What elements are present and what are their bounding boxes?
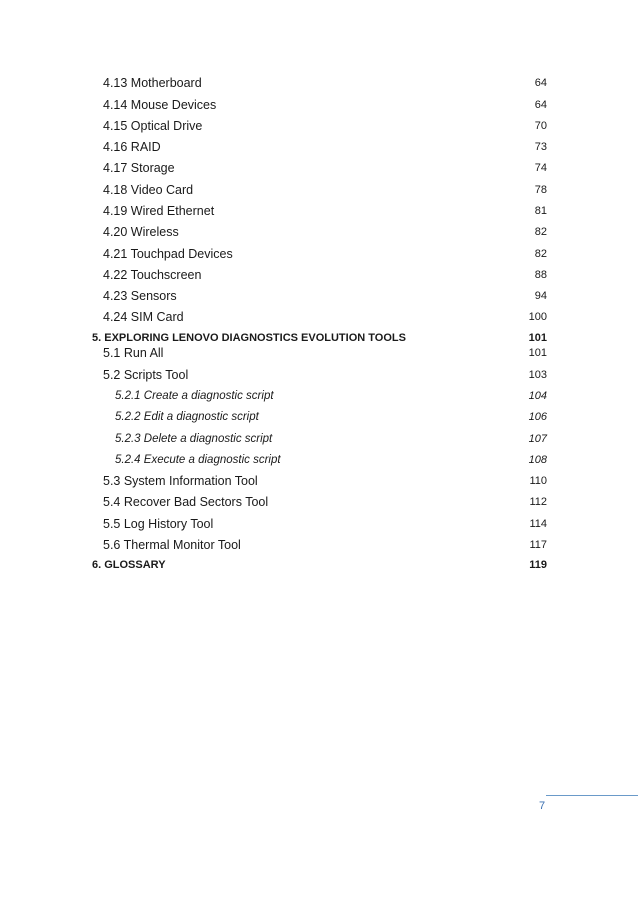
toc-entry[interactable] — [0, 180, 638, 200]
toc-entry-label: 4.18 Video Card — [103, 183, 194, 197]
toc-entry-page: 73 — [534, 141, 547, 153]
toc-entry-label: 5.2 Scripts Tool — [103, 368, 189, 382]
toc-entry-label: 5.6 Thermal Monitor Tool — [103, 538, 241, 552]
toc-entry-page: 82 — [534, 248, 547, 260]
toc-entry-label: 4.14 Mouse Devices — [103, 98, 217, 112]
toc-entry-label: 5.1 Run All — [103, 346, 164, 360]
toc-entry-page: 100 — [528, 311, 547, 323]
toc-subentry[interactable] — [0, 429, 638, 449]
toc-entry-page: 94 — [534, 290, 547, 302]
toc-entry[interactable] — [0, 201, 638, 221]
toc-entry-page: 101 — [528, 332, 547, 344]
toc-entry-page: 112 — [529, 496, 547, 508]
toc-entry[interactable] — [0, 265, 638, 285]
toc-entry-page: 74 — [534, 162, 547, 174]
toc-entry[interactable] — [0, 73, 638, 93]
toc-entry-label: 6. GLOSSARY — [92, 559, 166, 571]
toc-entry[interactable] — [0, 158, 638, 178]
footer-divider — [546, 795, 638, 796]
toc-entry-page: 108 — [528, 454, 547, 466]
toc-entry[interactable] — [0, 514, 638, 534]
toc-entry-page: 81 — [534, 205, 547, 217]
toc-entry[interactable] — [0, 492, 638, 512]
toc-subentry[interactable] — [0, 407, 638, 427]
toc-entry-label: 4.15 Optical Drive — [103, 119, 203, 133]
toc-entry[interactable] — [0, 286, 638, 306]
toc-entry-page: 119 — [529, 559, 547, 571]
toc-entry-label: 4.24 SIM Card — [103, 310, 184, 324]
toc-entry-label: 4.13 Motherboard — [103, 76, 202, 90]
toc-entry-page: 110 — [529, 475, 547, 487]
toc-entry-page: 114 — [529, 518, 547, 530]
toc-entry-page: 82 — [534, 226, 547, 238]
toc-entry[interactable] — [0, 95, 638, 115]
toc-entry-label: 5.2.1 Create a diagnostic script — [115, 390, 274, 402]
toc-entry-label: 4.21 Touchpad Devices — [103, 247, 233, 261]
toc-entry-page: 64 — [534, 77, 547, 89]
toc-subentry[interactable] — [0, 450, 638, 470]
toc-entry-page: 78 — [534, 184, 547, 196]
toc-entry[interactable] — [0, 244, 638, 264]
toc-entry-page: 101 — [528, 347, 547, 359]
toc-entry-page: 104 — [528, 390, 547, 402]
toc-entry-page: 107 — [528, 433, 547, 445]
toc-entry[interactable] — [0, 116, 638, 136]
toc-subentry[interactable] — [0, 386, 638, 406]
toc-entry-label: 4.17 Storage — [103, 161, 175, 175]
toc-entry-label: 5. EXPLORING LENOVO DIAGNOSTICS EVOLUTION TOOLS — [92, 332, 406, 344]
toc-entry-label: 5.2.2 Edit a diagnostic script — [115, 411, 259, 423]
toc-entry-label: 5.2.4 Execute a diagnostic script — [115, 454, 281, 466]
toc-entry[interactable] — [0, 137, 638, 157]
toc-entry-label: 5.2.3 Delete a diagnostic script — [115, 433, 273, 445]
toc-entry[interactable] — [0, 307, 638, 327]
toc-entry-page: 103 — [528, 369, 547, 381]
toc-entry-label: 5.3 System Information Tool — [103, 474, 258, 488]
toc-entry[interactable] — [0, 535, 638, 555]
toc-entry-page: 64 — [534, 99, 547, 111]
toc-entry-label: 4.16 RAID — [103, 140, 161, 154]
toc-entry-page: 106 — [528, 411, 547, 423]
toc-entry[interactable] — [0, 222, 638, 242]
toc-entry-page: 117 — [529, 539, 547, 551]
toc-entry-label: 4.20 Wireless — [103, 225, 179, 239]
toc-entry-page: 88 — [534, 269, 547, 281]
toc-entry-label: 4.23 Sensors — [103, 289, 177, 303]
toc-entry-page: 70 — [534, 120, 547, 132]
toc-entry[interactable] — [0, 343, 638, 363]
toc-entry[interactable] — [0, 365, 638, 385]
toc-entry-label: 4.19 Wired Ethernet — [103, 204, 215, 218]
toc-entry[interactable] — [0, 471, 638, 491]
toc-entry-label: 5.4 Recover Bad Sectors Tool — [103, 495, 269, 509]
toc-entry-label: 5.5 Log History Tool — [103, 517, 214, 531]
toc-chapter-entry[interactable] — [0, 555, 638, 575]
page-number: 7 — [539, 800, 546, 812]
toc-entry-label: 4.22 Touchscreen — [103, 268, 202, 282]
